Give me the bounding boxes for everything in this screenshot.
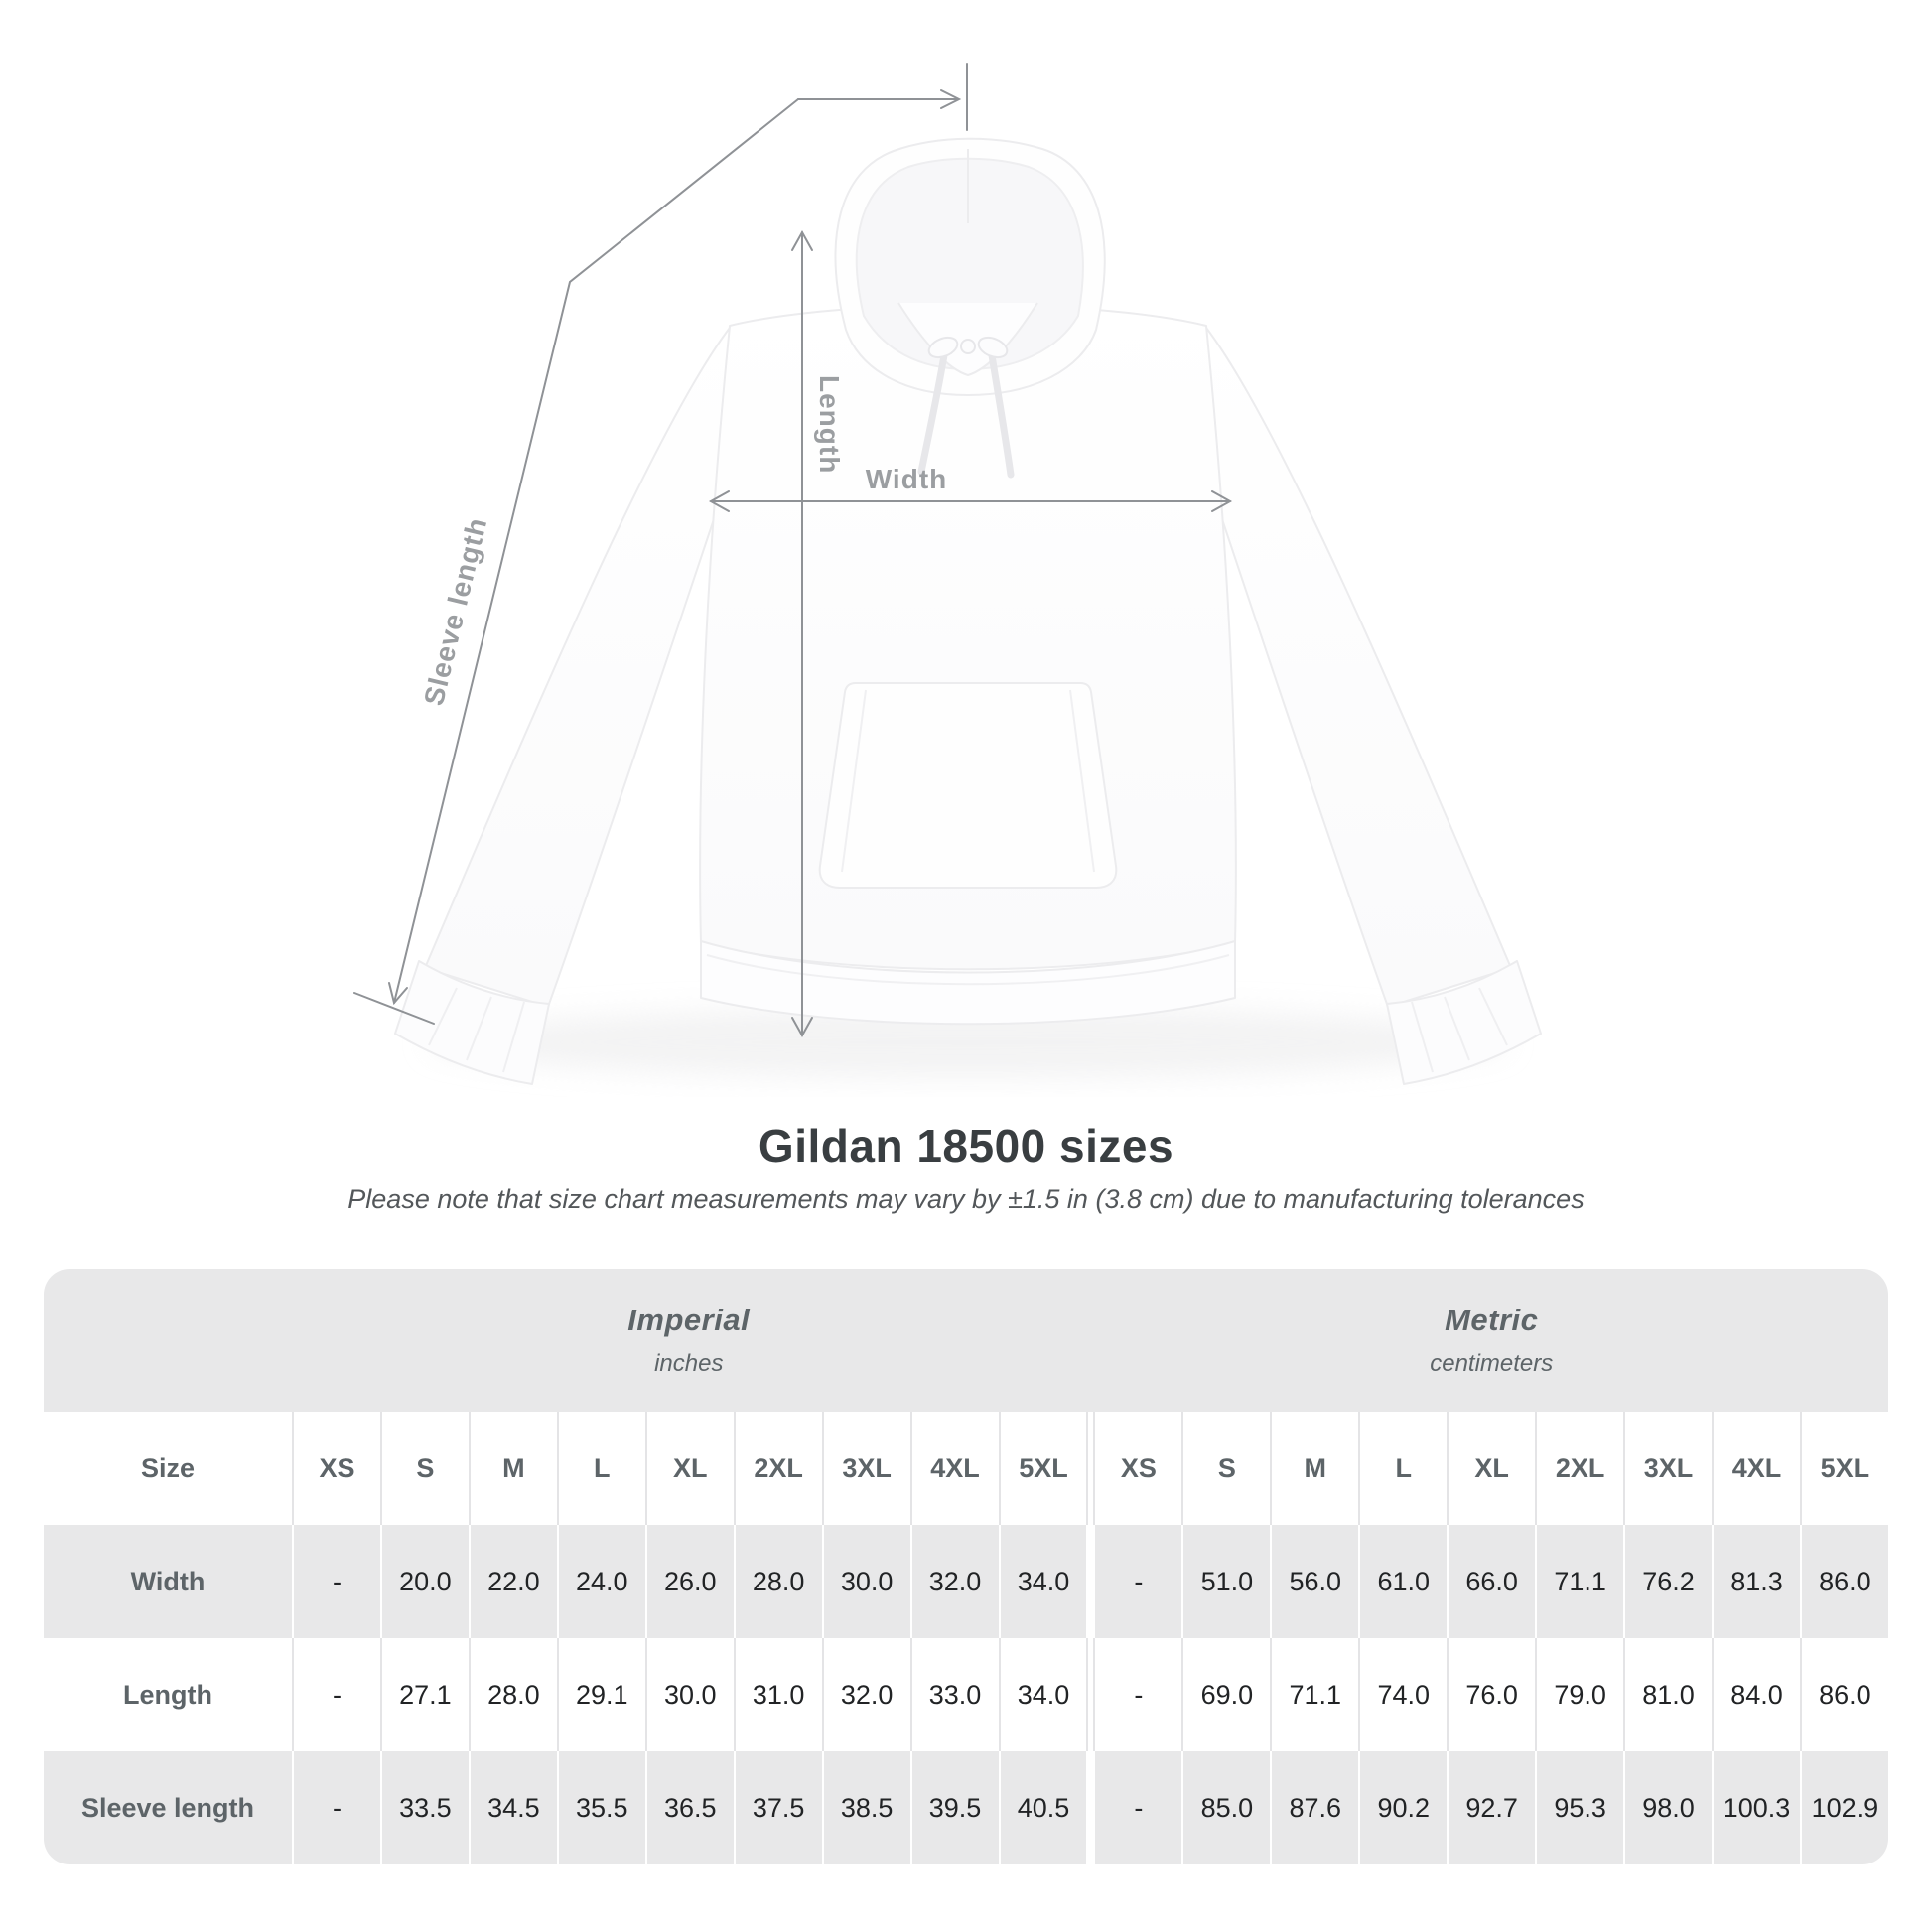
table-cell-metric: 71.1 — [1535, 1525, 1623, 1638]
page-subtitle: Please note that size chart measurements may vary by ±1.5 in (3.8 cm) due to manufacturing tolerances — [347, 1184, 1585, 1214]
table-cell-imperial: 22.0 — [469, 1525, 557, 1638]
table-cell-metric: 69.0 — [1181, 1638, 1270, 1751]
table-cell-metric: 61.0 — [1358, 1525, 1447, 1638]
hoodie-right-sleeve — [1198, 328, 1511, 1007]
table-cell-imperial: - — [292, 1638, 380, 1751]
table-cell-size-metric: 3XL — [1623, 1412, 1712, 1525]
table-cell-metric: - — [1134, 1679, 1144, 1710]
group-divider — [1086, 1269, 1095, 1412]
table-cell-size-metric: L — [1358, 1412, 1447, 1525]
table-cell-metric: 56.0 — [1270, 1525, 1358, 1638]
metric-label: Metric — [1445, 1303, 1539, 1337]
table-cell-imperial: 36.5 — [645, 1751, 734, 1864]
table-cell-imperial: 24.0 — [557, 1525, 645, 1638]
table-cell-size-metric: 4XL — [1712, 1412, 1800, 1525]
table-cell-imperial: 39.5 — [910, 1751, 999, 1864]
imperial-label: Imperial — [627, 1303, 751, 1337]
table-cell-imperial: - — [292, 1525, 380, 1638]
table-cell-imperial: 31.0 — [734, 1638, 822, 1751]
metric-group-header — [1095, 1269, 1889, 1412]
table-cell-size-metric: XL — [1447, 1412, 1535, 1525]
table-cell-metric: 100.3 — [1712, 1751, 1800, 1864]
table-cell-metric: 76.0 — [1447, 1638, 1535, 1751]
table-cell-metric: 81.0 — [1623, 1638, 1712, 1751]
table-cell-metric: 66.0 — [1447, 1525, 1535, 1638]
table-cell-metric: 92.7 — [1447, 1751, 1535, 1864]
size-column-header: Size — [140, 1452, 196, 1483]
length-label: Length — [814, 375, 845, 475]
group-divider — [1086, 1525, 1095, 1638]
table-cell-imperial: 32.0 — [822, 1638, 910, 1751]
group-divider — [1086, 1638, 1095, 1751]
table-cell-metric: 90.2 — [1358, 1751, 1447, 1864]
table-cell-imperial: 29.1 — [557, 1638, 645, 1751]
table-cell-imperial: 28.0 — [734, 1525, 822, 1638]
group-divider — [1086, 1412, 1095, 1525]
table-cell-size-imperial: 2XL — [734, 1412, 822, 1525]
table-cell-size-imperial: M — [469, 1412, 557, 1525]
table-cell-imperial: 27.1 — [380, 1638, 469, 1751]
size-header-row — [44, 1412, 1888, 1525]
table-cell-metric: 95.3 — [1535, 1751, 1623, 1864]
table-cell-metric: 86.0 — [1800, 1525, 1888, 1638]
table-cell-metric: 84.0 — [1712, 1638, 1800, 1751]
unit-group-header-row — [44, 1269, 1888, 1412]
table-cell-metric: 102.9 — [1800, 1751, 1888, 1864]
page-title: Gildan 18500 sizes — [758, 1120, 1174, 1172]
table-cell-metric: 71.1 — [1270, 1638, 1358, 1751]
sleeve-length-label: Sleeve length — [418, 514, 493, 709]
table-cell-size-metric: XS — [1120, 1452, 1157, 1483]
group-divider — [1086, 1751, 1095, 1864]
table-cell-metric: 74.0 — [1358, 1638, 1447, 1751]
metric-unit-label: centimeters — [1430, 1350, 1554, 1377]
table-cell-size-imperial: XL — [645, 1412, 734, 1525]
table-cell-imperial: 38.5 — [822, 1751, 910, 1864]
row-label: Length — [123, 1679, 212, 1710]
table-row-sleeve-length — [44, 1751, 1888, 1864]
hoodie-left-sleeve — [425, 328, 738, 1007]
table-cell-metric: 86.0 — [1800, 1638, 1888, 1751]
table-cell-imperial: - — [292, 1751, 380, 1864]
hoodie-illustration — [395, 139, 1541, 1084]
width-label: Width — [865, 464, 948, 494]
table-cell-imperial: 34.0 — [999, 1525, 1087, 1638]
size-chart-table — [44, 1269, 1888, 1864]
table-cell-size-metric: 5XL — [1800, 1412, 1888, 1525]
table-cell-imperial: 26.0 — [645, 1525, 734, 1638]
table-cell-imperial: 33.0 — [910, 1638, 999, 1751]
table-cell-imperial: 28.0 — [469, 1638, 557, 1751]
table-cell-size-imperial: XS — [292, 1412, 380, 1525]
table-cell-imperial: 34.0 — [999, 1638, 1087, 1751]
table-cell-size-metric: 2XL — [1535, 1412, 1623, 1525]
table-row-width — [44, 1525, 1888, 1638]
table-cell-imperial: 35.5 — [557, 1751, 645, 1864]
table-cell-size-imperial: 3XL — [822, 1412, 910, 1525]
table-row-length — [44, 1638, 1888, 1751]
table-cell-metric: 87.6 — [1270, 1751, 1358, 1864]
row-label: Width — [130, 1566, 206, 1596]
group-header-spacer — [44, 1269, 292, 1412]
table-cell-size-imperial: L — [557, 1412, 645, 1525]
table-cell-metric: 76.2 — [1623, 1525, 1712, 1638]
imperial-unit-label: inches — [654, 1350, 724, 1377]
table-cell-metric: - — [1134, 1792, 1144, 1823]
table-cell-size-metric: S — [1181, 1412, 1270, 1525]
table-cell-metric: 51.0 — [1181, 1525, 1270, 1638]
table-cell-imperial: 32.0 — [910, 1525, 999, 1638]
table-cell-imperial: 37.5 — [734, 1751, 822, 1864]
table-cell-size-imperial: 5XL — [999, 1412, 1087, 1525]
table-cell-imperial: 30.0 — [645, 1638, 734, 1751]
table-cell-imperial: 20.0 — [380, 1525, 469, 1638]
table-cell-imperial: 33.5 — [380, 1751, 469, 1864]
table-cell-imperial: 34.5 — [469, 1751, 557, 1864]
table-cell-imperial: 40.5 — [999, 1751, 1087, 1864]
table-cell-size-imperial: S — [380, 1412, 469, 1525]
table-cell-metric: 98.0 — [1623, 1751, 1712, 1864]
table-cell-metric: 81.3 — [1712, 1525, 1800, 1638]
table-cell-imperial: 30.0 — [822, 1525, 910, 1638]
hoodie-pocket — [820, 683, 1117, 888]
imperial-group-header — [292, 1269, 1086, 1412]
table-cell-size-imperial: 4XL — [910, 1412, 999, 1525]
table-cell-metric: 79.0 — [1535, 1638, 1623, 1751]
table-cell-size-metric: M — [1270, 1412, 1358, 1525]
table-cell-metric: 85.0 — [1181, 1751, 1270, 1864]
table-cell-metric: - — [1134, 1566, 1144, 1596]
row-label: Sleeve length — [80, 1792, 255, 1823]
